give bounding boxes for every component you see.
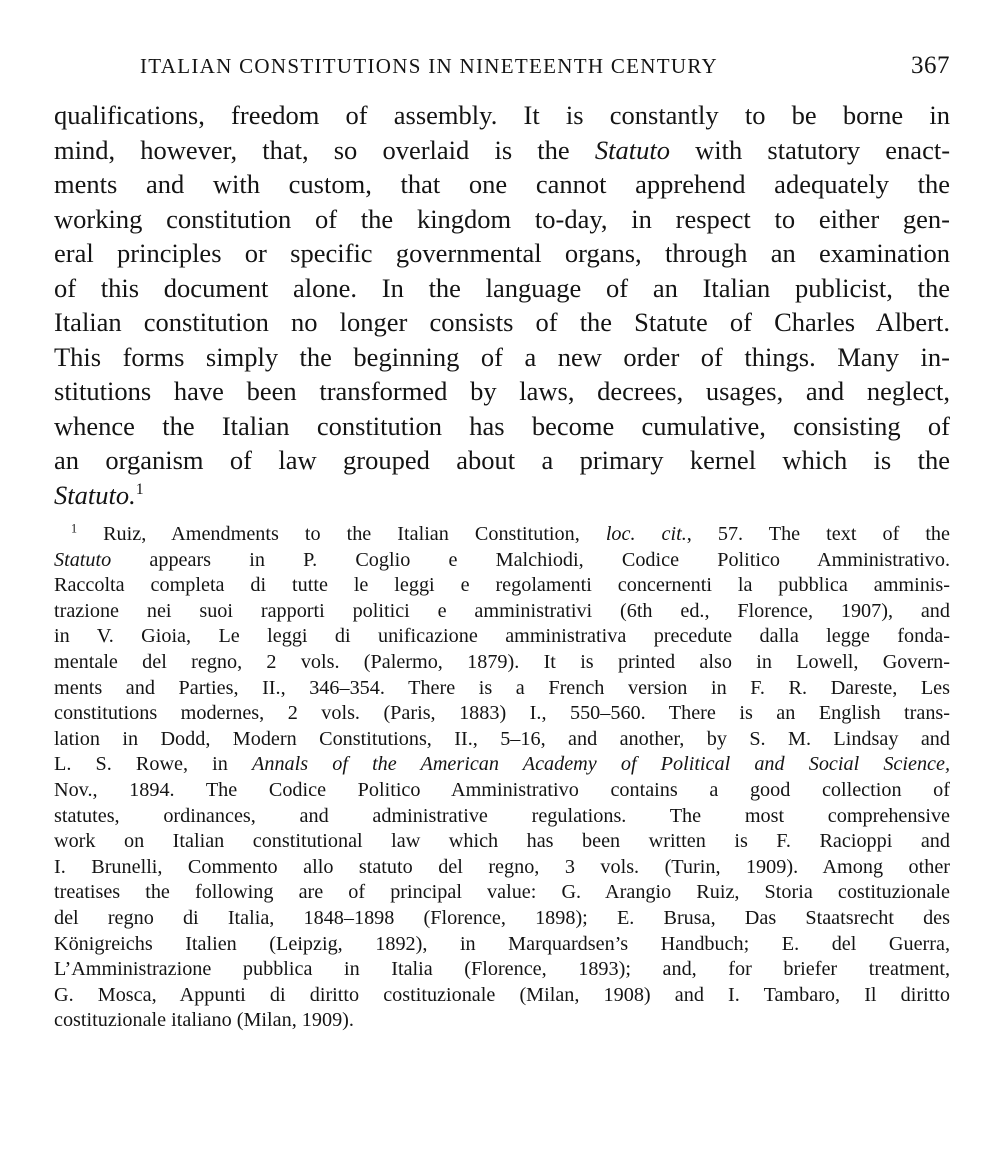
footnote-line [54,752,950,778]
footnote-text-segment: appears in P. Coglio e Malchiodi, Codice Politico Amministrativo. [149,548,950,571]
footnote-text-segment: L. S. Rowe, in [54,753,228,776]
body-text-segment: with statutory enact- [695,134,951,165]
footnote-line: trazione nei suoi rapporti politici e amministrativi (6th ed., Florence, 1907), and [54,599,950,622]
body-line: eral principles or specific governmental organs, through an examination [54,238,950,268]
footnote-line: lation in Dodd, Modern Constitutions, II., 5–16, and another, by S. M. Lindsay and [54,727,950,750]
statuto-italic: Statuto [594,134,670,165]
footnote-reference: 1 [135,480,144,498]
footnote [54,522,950,1034]
footnote-text-segment: , 57. The text of the [686,523,950,545]
body-line: working constitution of the kingdom to-day, in respect to either gen- [54,203,950,234]
footnote-line: I. Brunelli, Commento allo statuto del regno, 3 vols. (Turin, 1909). Among other [54,855,950,878]
body-paragraph [54,98,950,512]
body-line: an organism of law grouped about a primary kernel which is the [54,445,950,475]
footnote-line: treatises the following are of principal value: G. Arangio Ruiz, Storia costituzionale [54,881,950,904]
running-head [54,54,950,98]
footnote-marker: 1 [71,521,78,536]
footnote-line: Nov., 1894. The Codice Politico Amministrativo contains a good collection of [54,778,950,801]
body-line: Italian constitution no longer consists of the Statute of Charles Albert. [54,307,950,337]
footnote-line [54,548,950,574]
body-line: whence the Italian constitution has become cumulative, consisting of [54,410,950,441]
body-line [54,478,950,513]
statuto-italic: Statuto [54,548,112,571]
annals-italic: Annals of the American Academy of Political and Social Science, [252,753,951,776]
footnote-line: mentale del regno, 2 vols. (Palermo, 1879). It is printed also in Lowell, Govern- [54,650,950,673]
body-line: This forms simply the beginning of a new order of things. Many in- [54,341,950,372]
body-text-segment: mind, however, that, so overlaid is the [54,134,570,165]
statuto-italic: Statuto. [54,479,136,510]
footnote-line: in V. Gioia, Le leggi di unificazione amministrativa precedute dalla legge fonda- [54,625,950,648]
loc-cit-italic: loc. cit. [605,523,687,545]
book-page [54,54,950,1034]
footnote-line: G. Mosca, Appunti di diritto costituzionale (Milan, 1908) and I. Tambaro, Il diritto [54,983,950,1006]
footnote-line: ments and Parties, II., 346–354. There is a French version in F. R. Dareste, Les [54,676,950,699]
footnote-line: costituzionale italiano (Milan, 1909). [54,1009,354,1032]
footnote-line: work on Italian constitutional law which has been written is F. Racioppi and [54,830,950,853]
body-line: of this document alone. In the language of an Italian publicist, the [54,272,950,303]
footnote-line: del regno di Italia, 1848–1898 (Florence, 1898); E. Brusa, Das Staatsrecht des [54,906,950,929]
footnote-line: Königreichs Italien (Leipzig, 1892), in Marquardsen’s Handbuch; E. del Guerra, [54,932,950,955]
page-number: 367 [911,52,950,79]
footnote-line: constitutions modernes, 2 vols. (Paris, 1883) I., 550–560. There is an English trans- [54,702,950,725]
footnote-text-segment: Ruiz, Amendments to the Italian Constitution, [103,523,580,545]
footnote-line: Raccolta completa di tutte le leggi e regolamenti concernenti la pubblica amminis- [54,574,950,597]
footnote-line: L’Amministrazione pubblica in Italia (Florence, 1893); and, for briefer treatment, [54,958,950,981]
footnote-line: statutes, ordinances, and administrative regulations. The most comprehensive [54,804,950,827]
running-title: ITALIAN CONSTITUTIONS IN NINETEENTH CENTURY [140,54,718,78]
body-line [54,133,950,168]
body-line: qualifications, freedom of assembly. It is constantly to be borne in [54,100,950,130]
footnote-line [54,522,950,548]
body-line: stitutions have been transformed by laws, decrees, usages, and neglect, [54,376,950,406]
body-line: ments and with custom, that one cannot apprehend adequately the [54,169,950,199]
